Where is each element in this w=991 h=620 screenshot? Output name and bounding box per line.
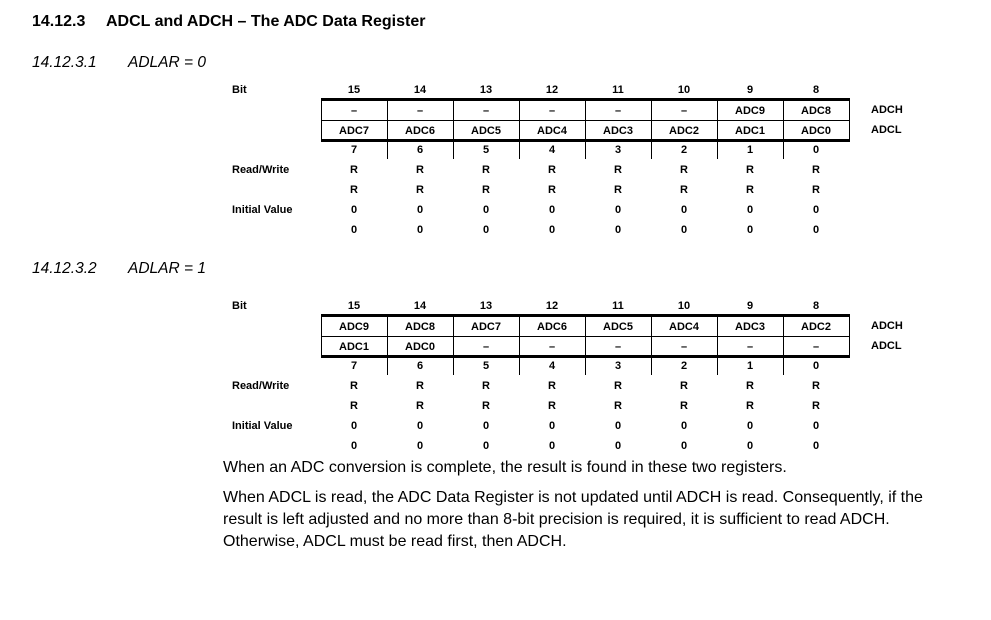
rw-value-low: R: [482, 400, 490, 412]
subsection-title: ADLAR = 1: [128, 260, 206, 277]
rw-value-low: R: [614, 400, 622, 412]
bit-number-low: 6: [416, 144, 424, 156]
init-value-low: 0: [548, 440, 556, 452]
bit-number: 15: [347, 84, 361, 96]
init-value-high: 0: [680, 204, 688, 216]
init-value-high: 0: [548, 420, 556, 432]
bit-name-low: –: [548, 341, 556, 353]
bit-number-low: 4: [548, 360, 556, 372]
bit-name-high: –: [350, 105, 358, 117]
init-value-low: 0: [482, 440, 490, 452]
bit-number: 12: [545, 84, 559, 96]
bit-number: 14: [413, 300, 427, 312]
rw-value-high: R: [416, 380, 424, 392]
bit-number: 14: [413, 84, 427, 96]
subsection-number: 14.12.3.1: [32, 54, 97, 71]
register-diagram-adlar0: [0, 80, 991, 240]
rw-value-high: R: [680, 380, 688, 392]
init-value-low: 0: [680, 224, 688, 236]
init-value-high: 0: [350, 420, 358, 432]
read-write-label: Read/Write: [232, 164, 290, 176]
rw-value-low: R: [350, 184, 358, 196]
bit-number: 15: [347, 300, 361, 312]
bit-name-high: ADC9: [339, 321, 369, 333]
bit-name-high: –: [416, 105, 424, 117]
rw-value-low: R: [812, 184, 820, 196]
bit-number: 13: [479, 300, 493, 312]
init-value-high: 0: [680, 420, 688, 432]
rw-value-high: R: [746, 380, 754, 392]
init-value-low: 0: [548, 224, 556, 236]
rw-value-low: R: [812, 400, 820, 412]
bit-number: 8: [812, 300, 820, 312]
bit-name-low: ADC3: [603, 125, 633, 137]
bit-name-high: ADC2: [801, 321, 831, 333]
bit-number-low: 5: [482, 360, 490, 372]
bit-name-low: ADC0: [801, 125, 831, 137]
rw-value-low: R: [416, 184, 424, 196]
init-value-high: 0: [746, 204, 754, 216]
init-value-low: 0: [812, 224, 820, 236]
bit-label: Bit: [232, 300, 247, 312]
rw-value-high: R: [350, 164, 358, 176]
bit-number: 9: [746, 84, 754, 96]
bit-label: Bit: [232, 84, 247, 96]
bit-name-low: –: [812, 341, 820, 353]
bit-number: 12: [545, 300, 559, 312]
bit-number: 8: [812, 84, 820, 96]
rw-value-high: R: [548, 380, 556, 392]
init-value-high: 0: [812, 420, 820, 432]
rw-value-high: R: [614, 380, 622, 392]
rw-value-high: R: [548, 164, 556, 176]
subsection-title: ADLAR = 0: [128, 54, 206, 71]
bit-name-high: ADC8: [801, 105, 831, 117]
init-value-low: 0: [350, 224, 358, 236]
bit-number: 9: [746, 300, 754, 312]
init-value-low: 0: [680, 440, 688, 452]
rw-value-high: R: [350, 380, 358, 392]
init-value-low: 0: [746, 224, 754, 236]
bit-name-low: ADC7: [339, 125, 369, 137]
bit-name-high: ADC8: [405, 321, 435, 333]
bit-name-high: ADC7: [471, 321, 501, 333]
bit-number-low: 2: [680, 144, 688, 156]
rw-value-low: R: [746, 184, 754, 196]
bit-number: 11: [612, 84, 624, 96]
bit-number-low: 3: [614, 360, 622, 372]
bit-name-high: ADC6: [537, 321, 567, 333]
initial-value-label: Initial Value: [232, 420, 293, 432]
init-value-low: 0: [416, 224, 424, 236]
bit-number-low: 7: [350, 144, 358, 156]
rw-value-high: R: [614, 164, 622, 176]
bit-name-high: ADC4: [669, 321, 699, 333]
init-value-high: 0: [416, 420, 424, 432]
bit-number: 10: [677, 300, 691, 312]
rw-value-high: R: [812, 164, 820, 176]
section-title: ADCL and ADCH – The ADC Data Register: [106, 13, 426, 30]
bit-name-low: –: [680, 341, 688, 353]
init-value-high: 0: [482, 204, 490, 216]
paragraph-conversion-complete: When an ADC conversion is complete, the result is found in these two registers.: [223, 459, 787, 476]
rw-value-low: R: [680, 400, 688, 412]
paragraph-read-order: When ADCL is read, the ADC Data Register is not updated until ADCH is read. Consequently, if the result is left adjusted and no more than 8-bit precision is required, it is sufficient to read ADCH. Otherwise, ADCL must be read first, then ADCH.: [223, 489, 923, 550]
bit-name-high: –: [548, 105, 556, 117]
bit-name-low: ADC1: [735, 125, 765, 137]
register-diagram-adlar1: [0, 296, 991, 456]
rw-value-high: R: [482, 380, 490, 392]
bit-number-low: 0: [812, 144, 820, 156]
init-value-low: 0: [350, 440, 358, 452]
init-value-high: 0: [350, 204, 358, 216]
bit-name-high: –: [482, 105, 490, 117]
bit-number: 13: [479, 84, 493, 96]
bit-number-low: 1: [746, 360, 754, 372]
bit-number-low: 4: [548, 144, 556, 156]
bit-number-low: 3: [614, 144, 622, 156]
rw-value-low: R: [350, 400, 358, 412]
init-value-low: 0: [416, 440, 424, 452]
bit-name-high: –: [614, 105, 622, 117]
bit-number-low: 7: [350, 360, 358, 372]
init-value-high: 0: [812, 204, 820, 216]
read-write-label: Read/Write: [232, 380, 290, 392]
rw-value-low: R: [548, 400, 556, 412]
init-value-high: 0: [746, 420, 754, 432]
initial-value-label: Initial Value: [232, 204, 293, 216]
register-name-low: ADCL: [871, 124, 902, 136]
subsection-number: 14.12.3.2: [32, 260, 97, 277]
bit-name-low: –: [746, 341, 754, 353]
rw-value-low: R: [482, 184, 490, 196]
rw-value-high: R: [680, 164, 688, 176]
rw-value-low: R: [614, 184, 622, 196]
init-value-low: 0: [482, 224, 490, 236]
section-number: 14.12.3: [32, 13, 86, 30]
bit-name-low: ADC0: [405, 341, 435, 353]
rw-value-high: R: [482, 164, 490, 176]
bit-name-low: ADC5: [471, 125, 501, 137]
init-value-high: 0: [482, 420, 490, 432]
register-name-high: ADCH: [871, 104, 903, 116]
init-value-high: 0: [416, 204, 424, 216]
rw-value-low: R: [548, 184, 556, 196]
init-value-high: 0: [614, 420, 622, 432]
rw-value-low: R: [746, 400, 754, 412]
bit-name-low: –: [614, 341, 622, 353]
init-value-high: 0: [548, 204, 556, 216]
rw-value-high: R: [416, 164, 424, 176]
subsection-heading-adlar0: [32, 54, 206, 72]
bit-name-high: ADC9: [735, 105, 765, 117]
bit-name-low: ADC4: [537, 125, 567, 137]
init-value-high: 0: [614, 204, 622, 216]
bit-number-low: 2: [680, 360, 688, 372]
rw-value-low: R: [680, 184, 688, 196]
init-value-low: 0: [614, 440, 622, 452]
rw-value-high: R: [746, 164, 754, 176]
bit-number: 11: [612, 300, 624, 312]
bit-number-low: 6: [416, 360, 424, 372]
bit-number-low: 1: [746, 144, 754, 156]
register-name-low: ADCL: [871, 340, 902, 352]
section-heading: [32, 13, 425, 31]
bit-number: 10: [677, 84, 691, 96]
rw-value-low: R: [416, 400, 424, 412]
bit-name-low: ADC2: [669, 125, 699, 137]
init-value-low: 0: [614, 224, 622, 236]
bit-name-high: –: [680, 105, 688, 117]
rw-value-high: R: [812, 380, 820, 392]
subsection-heading-adlar1: [32, 260, 206, 278]
bit-number-low: 0: [812, 360, 820, 372]
bit-name-low: ADC1: [339, 341, 369, 353]
bit-name-high: ADC5: [603, 321, 633, 333]
bit-name-low: ADC6: [405, 125, 435, 137]
bit-name-high: ADC3: [735, 321, 765, 333]
bit-number-low: 5: [482, 144, 490, 156]
bit-name-low: –: [482, 341, 490, 353]
init-value-low: 0: [812, 440, 820, 452]
register-name-high: ADCH: [871, 320, 903, 332]
init-value-low: 0: [746, 440, 754, 452]
